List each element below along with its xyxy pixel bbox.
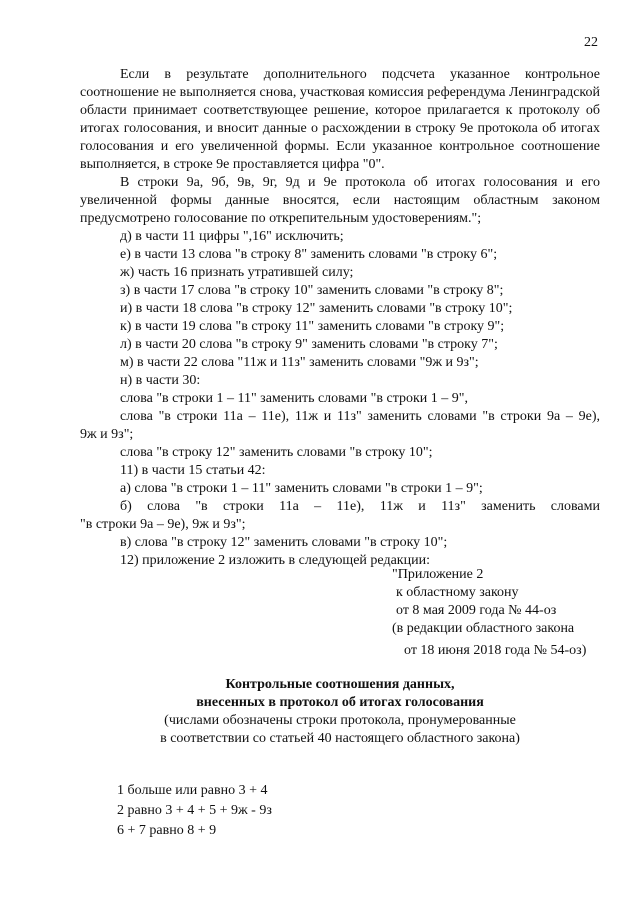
appendix-line: (в редакции областного закона <box>392 621 575 636</box>
amendment-line: ж) часть 16 признать утратившей силу; <box>120 265 354 280</box>
amendment-line: м) в части 22 слова "11ж и 11з" заменить словами "9ж и 9з"; <box>120 355 479 370</box>
section-title <box>80 676 600 748</box>
formula-line: 6 + 7 равно 8 + 9 <box>117 823 217 838</box>
amendment-line: слова "в строки 11а – 11е), 11ж и 11з" заменить словами "в строки 9а – 9е), <box>120 409 600 424</box>
appendix-header <box>392 566 622 660</box>
subtitle-line: в соответствии со статьей 40 настоящего областного закона) <box>160 731 520 746</box>
amendment-line: д) в части 11 цифры ",16" исключить; <box>120 229 344 244</box>
appendix-line: от 18 июня 2018 года № 54-оз) <box>404 643 587 658</box>
formula-list <box>117 782 272 842</box>
appendix-line: от 8 мая 2009 года № 44-оз <box>396 603 557 618</box>
amendment-line: слова "в строки 1 – 11" заменить словами "в строки 1 – 9", <box>120 391 468 406</box>
formula-line: 2 равно 3 + 4 + 5 + 9ж - 9з <box>117 803 272 818</box>
appendix-line: "Приложение 2 <box>392 567 484 582</box>
amendment-line-continuation: 9ж и 9з"; <box>80 427 134 442</box>
formula-line: 1 больше или равно 3 + 4 <box>117 783 268 798</box>
amendment-line: б) слова "в строки 11а – 11е), 11ж и 11з" заменить словами <box>120 499 600 514</box>
amendment-line: к) в части 19 слова "в строку 11" заменить словами "в строку 9"; <box>120 319 505 334</box>
title-line: Контрольные соотношения данных, <box>225 677 455 692</box>
page-number: 22 <box>584 35 598 50</box>
amendment-line: и) в части 18 слова "в строку 12" заменить словами "в строку 10"; <box>120 301 513 316</box>
amendment-line: в) слова "в строку 12" заменить словами "в строку 10"; <box>120 535 448 550</box>
subtitle-line: (числами обозначены строки протокола, пронумерованные <box>164 713 516 728</box>
document-body <box>80 66 600 570</box>
amendment-line: 12) приложение 2 изложить в следующей редакции: <box>120 553 430 568</box>
amendment-line-continuation: "в строки 9а – 9е), 9ж и 9з"; <box>80 517 246 532</box>
amendment-line: а) слова "в строки 1 – 11" заменить словами "в строки 1 – 9"; <box>120 481 483 496</box>
amendment-line: 11) в части 15 статьи 42: <box>120 463 266 478</box>
amendment-line: е) в части 13 слова "в строку 8" заменить словами "в строку 6"; <box>120 247 498 262</box>
appendix-line: к областному закону <box>396 585 519 600</box>
amendment-line: слова "в строку 12" заменить словами "в строку 10"; <box>120 445 433 460</box>
paragraph-recount: Если в результате дополнительного подсчета указанное контрольное соотношение не выполняется снова, участковая комиссия референдума Ленинградской области принимает соответствующее решение, которое прилагается к протоколу об итогах голосования, и вносит данные о расхождении в строку 9е протокола об итогах голосования и его увеличенной формы. Если указанное контрольное соотношение выполняется, в строке 9е проставляется цифра "0". <box>80 67 600 172</box>
amendment-line: н) в части 30: <box>120 373 201 388</box>
paragraph-rows-9: В строки 9а, 9б, 9в, 9г, 9д и 9е протокола об итогах голосования и его увеличенной формы данные вносятся, если настоящим областным законом предусмотрено голосование по открепительным удостоверениям."; <box>80 175 600 226</box>
amendment-line: з) в части 17 слова "в строку 10" заменить словами "в строку 8"; <box>120 283 504 298</box>
title-line: внесенных в протокол об итогах голосования <box>196 695 484 710</box>
amendment-line: л) в части 20 слова "в строку 9" заменить словами "в строку 7"; <box>120 337 498 352</box>
